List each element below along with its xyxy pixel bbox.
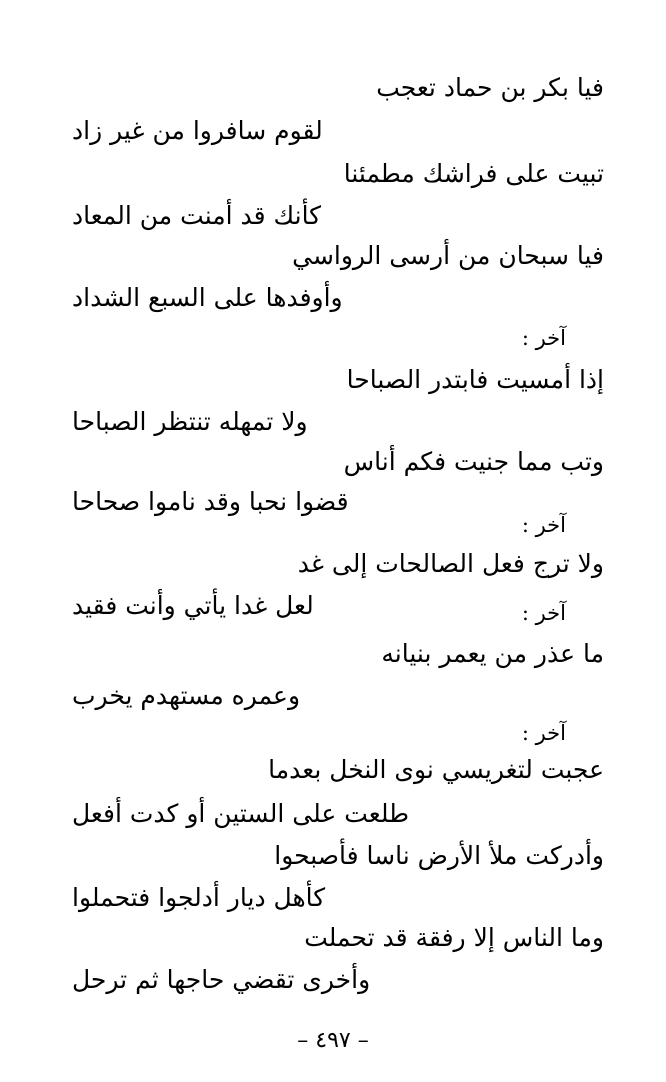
section-label-akhar-1: آخر :	[521, 326, 566, 350]
verse-line-13: ما عذر من يعمر بنيانه	[381, 639, 604, 668]
verse-line-9: وتب مما جنيت فكم أناس	[343, 447, 604, 476]
verse-line-11: ولا ترج فعل الصالحات إلى غد	[297, 549, 604, 578]
verse-line-1: فيا بكر بن حماد تعجب	[376, 73, 604, 102]
verse-line-4: كأنك قد أمنت من المعاد	[72, 201, 322, 230]
verse-line-17: وأدركت ملأ الأرض ناسا فأصبحوا	[274, 841, 604, 870]
verse-line-3: تبيت على فراشك مطمئنا	[343, 159, 604, 188]
verse-line-8: ولا تمهله تنتظر الصباحا	[72, 407, 308, 436]
verse-line-14: وعمره مستهدم يخرب	[72, 681, 301, 710]
verse-line-18: كأهل ديار أدلجوا فتحملوا	[72, 883, 326, 912]
verse-line-16: طلعت على الستين أو كدت أفعل	[72, 799, 409, 828]
verse-line-20: وأخرى تقضي حاجها ثم ترحل	[72, 965, 371, 994]
verse-line-10: قضوا نحبا وقد ناموا صحاحا	[72, 487, 349, 516]
page-number: – ٤٩٧ –	[297, 1028, 369, 1053]
section-label-akhar-4: آخر :	[521, 721, 566, 745]
verse-line-15: عجبت لتغريسي نوى النخل بعدما	[268, 755, 604, 784]
verse-line-7: إذا أمسيت فابتدر الصباحا	[346, 365, 604, 394]
verse-line-5: فيا سبحان من أرسى الرواسي	[292, 241, 604, 270]
verse-line-6: وأوفدها على السبع الشداد	[72, 283, 343, 312]
section-label-akhar-3: آخر :	[521, 601, 566, 625]
verse-line-19: وما الناس إلا رفقة قد تحملت	[304, 923, 604, 952]
verse-line-2: لقوم سافروا من غير زاد	[72, 116, 323, 145]
section-label-akhar-2: آخر :	[521, 513, 566, 537]
verse-line-12: لعل غدا يأتي وأنت فقيد	[72, 591, 314, 620]
